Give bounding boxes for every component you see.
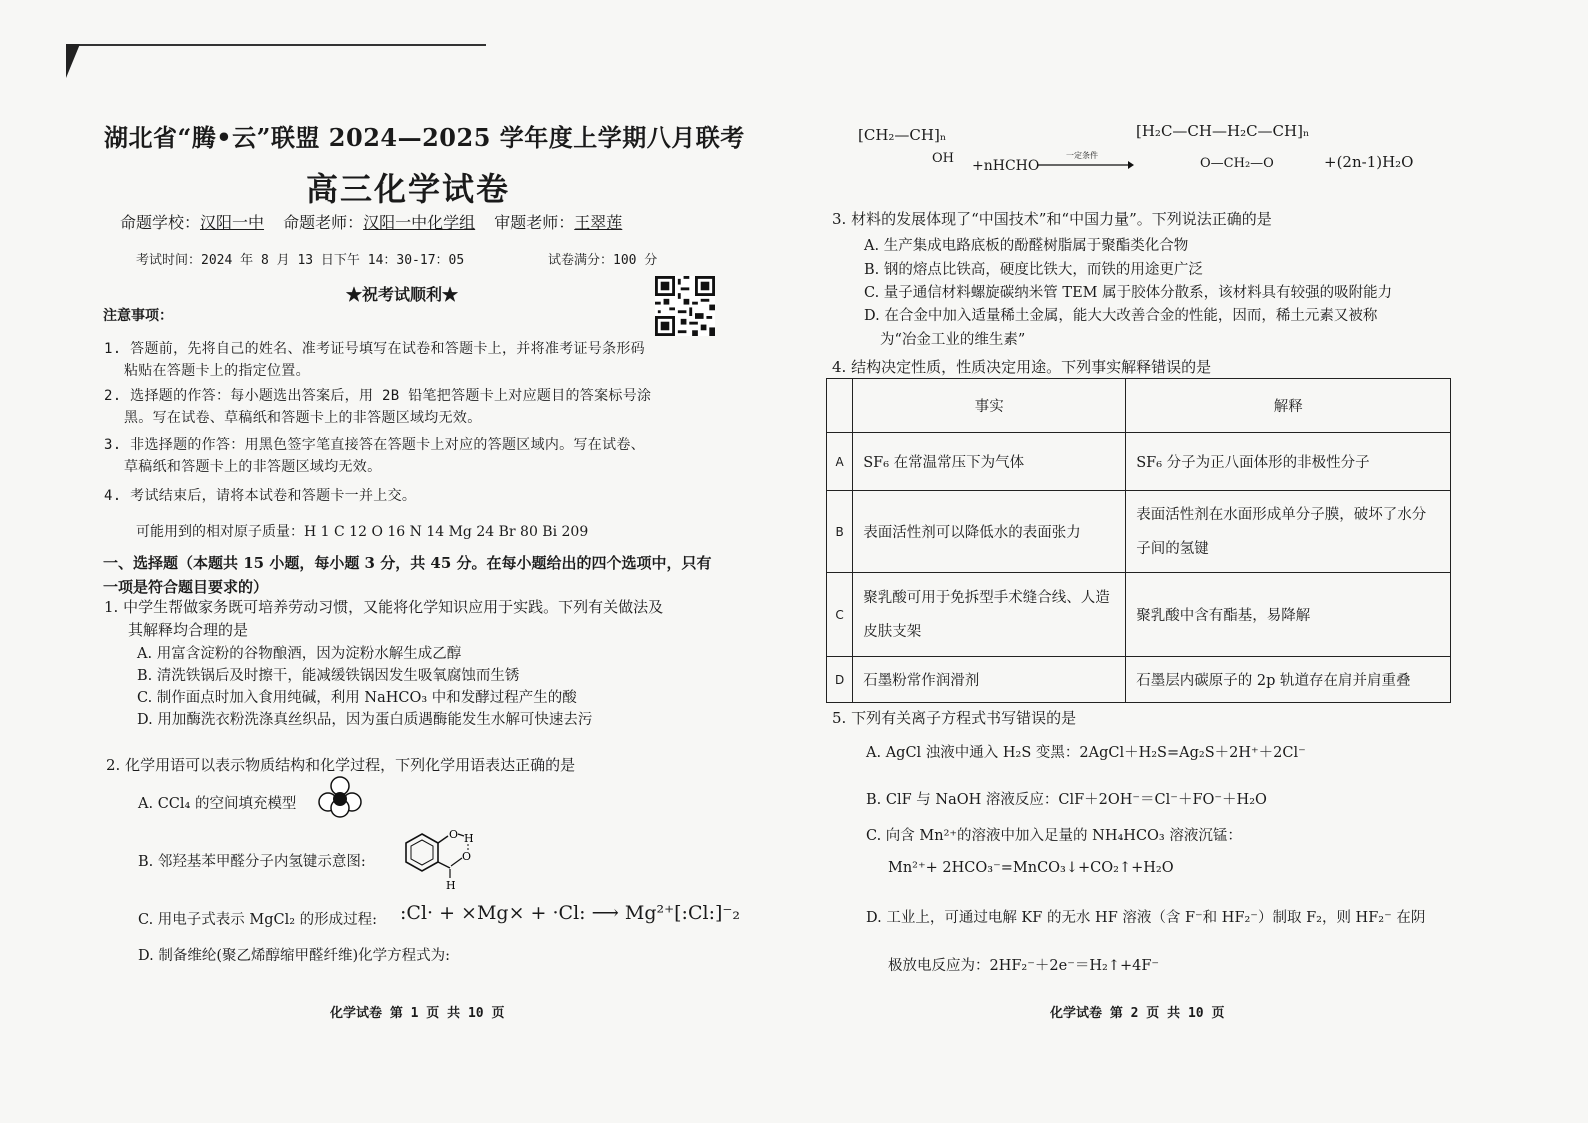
table-header-cell — [827, 379, 853, 433]
row-explain: 石墨层内碳原子的 2p 轨道存在肩并肩重叠 — [1126, 657, 1451, 703]
page-1-footer: 化学试卷 第 1 页 共 10 页 — [330, 1006, 505, 1021]
reaction-product-sub: O—CH₂—O — [1200, 156, 1274, 171]
school-value: 汉阳一中 — [200, 213, 265, 232]
reaction-byproduct: +(2n-1)H₂O — [1324, 153, 1414, 171]
q2-stem: 2. 化学用语可以表示物质结构和化学过程，下列化学用语表达正确的是 — [106, 756, 576, 774]
q1-stem-line2: 其解释均合理的是 — [128, 621, 249, 639]
notice-heading: 注意事项： — [103, 308, 173, 324]
q2-option-c: C. 用电子式表示 MgCl₂ 的形成过程: — [138, 912, 378, 928]
reaction-condition: 一定条件 — [1066, 151, 1098, 160]
atomic-masses: 可能用到的相对原子质量：H 1 C 12 O 16 N 14 Mg 24 Br 80 Bi 209 — [136, 524, 589, 540]
q3-option-d-line2: 为“冶金工业的维生素” — [880, 332, 1026, 348]
ccl4-space-filling-model-icon — [318, 776, 362, 820]
q2-option-a: A. CCl₄ 的空间填充模型 — [138, 796, 297, 812]
reviewer-label: 审题老师： — [494, 213, 575, 232]
q1-option-d: D. 用加酶洗衣粉洗涤真丝织品，因为蛋白质遇酶能发生水解可快速去污 — [137, 712, 593, 728]
reaction-reactant-sub: OH — [932, 151, 954, 166]
table-header-cell: 事实 — [853, 379, 1126, 433]
reaction-reactant: [CH₂—CH]ₙ — [858, 126, 947, 144]
q5-option-c-line2: Mn²⁺+ 2HCO₃⁻=MnCO₃↓+CO₂↑+H₂O — [888, 860, 1174, 876]
table-row — [827, 657, 1451, 703]
author-value: 汉阳一中化学组 — [363, 213, 476, 232]
section-heading: 一、选择题（本题共 15 小题，每小题 3 分，共 45 分。在每小题给出的四个选项中，只有一项是符合题目要求的） — [103, 554, 712, 596]
notice-line: 4. 考试结束后，请将本试卷和答题卡一并上交。 — [104, 488, 417, 504]
notice-line: 草稿纸和答题卡上的非答题区域均无效。 — [124, 459, 382, 475]
q5-option-a: A. AgCl 浊液中通入 H₂S 变黑：2AgCl＋H₂S=Ag₂S＋2H⁺＋2Cl⁻ — [866, 745, 1306, 761]
table-header-row — [827, 379, 1451, 433]
q5-option-c-line1: C. 向含 Mn²⁺的溶液中加入足量的 NH₄HCO₃ 溶液沉锰： — [866, 828, 1242, 844]
scan-edge-line — [66, 44, 486, 46]
q1-option-c: C. 制作面点时加入食用纯碱，利用 NaHCO₃ 中和发酵过程产生的酸 — [137, 690, 577, 706]
q1-option-b: B. 清洗铁锅后及时擦干，能减缓铁锅因发生吸氧腐蚀而生锈 — [137, 668, 520, 684]
table-header-cell: 解释 — [1126, 379, 1451, 433]
exam-title: 湖北省“腾•云”联盟 2024—2025 学年度上学期八月联考 — [104, 123, 745, 152]
q5-stem: 5. 下列有关离子方程式书写错误的是 — [832, 709, 1077, 727]
q3-option-b: B. 钢的熔点比铁高，硬度比铁大，而铁的用途更广泛 — [864, 262, 1203, 278]
q2-option-d: D. 制备维纶(聚乙烯醇缩甲醛纤维)化学方程式为: — [138, 948, 451, 964]
q3-option-c: C. 量子通信材料螺旋碳纳米管 TEM 属于胶体分散系，该材料具有较强的吸附能力 — [864, 285, 1393, 301]
svg-text:H: H — [464, 832, 474, 845]
row-label: D — [827, 657, 853, 703]
q1-option-a: A. 用富含淀粉的谷物酿酒，因为淀粉水解生成乙醇 — [137, 646, 462, 662]
notice-line: 2. 选择题的作答：每小题选出答案后，用 2B 铅笔把答题卡上对应题目的答案标号涂 — [104, 388, 652, 404]
row-fact: SF₆ 在常温常压下为气体 — [853, 433, 1126, 491]
notice-line: 粘贴在答题卡上的指定位置。 — [124, 363, 310, 379]
q1-stem-line1: 1. 中学生帮做家务既可培养劳动习惯，又能将化学知识应用于实践。下列有关做法及 — [104, 598, 664, 616]
page-2-footer: 化学试卷 第 2 页 共 10 页 — [1050, 1006, 1225, 1021]
good-luck-banner: ★祝考试顺利★ — [346, 285, 459, 304]
row-label: A — [827, 433, 853, 491]
svg-text:O: O — [462, 850, 472, 863]
row-fact: 聚乳酸可用于免拆型手术缝合线、人造皮肤支架 — [853, 573, 1126, 657]
row-explain: 表面活性剂在水面形成单分子膜，破坏了水分子间的氢键 — [1126, 491, 1451, 573]
table-row — [827, 573, 1451, 657]
q3-option-a: A. 生产集成电路底板的酚醛树脂属于聚酯类化合物 — [864, 238, 1189, 254]
q4-facts-table — [826, 378, 1451, 703]
q5-option-d-line1: D. 工业上，可通过电解 KF 的无水 HF 溶液（含 F⁻和 HF₂⁻）制取 F₂，则 HF₂⁻ 在阴 — [866, 910, 1426, 926]
exam-subtitle: 高三化学试卷 — [306, 170, 511, 208]
row-explain: SF₆ 分子为正八面体形的非极性分子 — [1126, 433, 1451, 491]
exam-meta — [120, 210, 622, 233]
row-label: C — [827, 573, 853, 657]
row-label: B — [827, 491, 853, 573]
hydroxybenzaldehyde-structure-icon — [398, 822, 480, 892]
reaction-arrow-icon — [1038, 160, 1134, 170]
notice-line: 1. 答题前，先将自己的姓名、准考证号填写在试卷和答题卡上，并将准考证号条形码 — [104, 341, 645, 357]
q5-option-b: B. ClF 与 NaOH 溶液反应：ClF＋2OH⁻＝Cl⁻＋FO⁻＋H₂O — [866, 792, 1267, 808]
q3-option-d-line1: D. 在合金中加入适量稀土金属，能大大改善合金的性能，因而，稀土元素又被称 — [864, 308, 1378, 324]
table-row — [827, 491, 1451, 573]
q5-option-d-line2: 极放电反应为：2HF₂⁻＋2e⁻＝H₂↑+4F⁻ — [888, 958, 1160, 974]
qr-code-icon — [655, 276, 715, 336]
author-label: 命题老师： — [283, 213, 364, 232]
scan-corner-mark — [66, 44, 80, 78]
reviewer-value: 王翠莲 — [574, 213, 623, 232]
row-fact: 表面活性剂可以降低水的表面张力 — [853, 491, 1126, 573]
table-row — [827, 433, 1451, 491]
svg-text:O: O — [449, 828, 459, 841]
reaction-reagent: +nHCHO — [972, 158, 1040, 174]
q3-stem: 3. 材料的发展体现了“中国技术”和“中国力量”。下列说法正确的是 — [832, 210, 1272, 228]
row-explain: 聚乳酸中含有酯基，易降解 — [1126, 573, 1451, 657]
q2-option-b: B. 邻羟基苯甲醛分子内氢键示意图: — [138, 854, 366, 870]
q4-stem: 4. 结构决定性质，性质决定用途。下列事实解释错误的是 — [832, 358, 1212, 376]
school-label: 命题学校： — [120, 213, 201, 232]
notice-line: 3. 非选择题的作答：用黑色签字笔直接答在答题卡上对应的答题区域内。写在试卷、 — [104, 437, 645, 453]
row-fact: 石墨粉常作润滑剂 — [853, 657, 1126, 703]
svg-text:H: H — [446, 879, 456, 892]
reaction-product: [H₂C—CH—H₂C—CH]ₙ — [1136, 122, 1310, 140]
mgcl2-electron-formula: :Cl· + ×Mg× + ·Cl: ⟶ Mg²⁺[:Cl:]⁻₂ — [400, 902, 741, 924]
exam-time: 考试时间：2024 年 8 月 13 日下午 14：30-17：05 — [136, 253, 465, 268]
full-score: 试卷满分：100 分 — [548, 253, 658, 268]
notice-line: 黑。写在试卷、草稿纸和答题卡上的非答题区域均无效。 — [124, 410, 482, 426]
